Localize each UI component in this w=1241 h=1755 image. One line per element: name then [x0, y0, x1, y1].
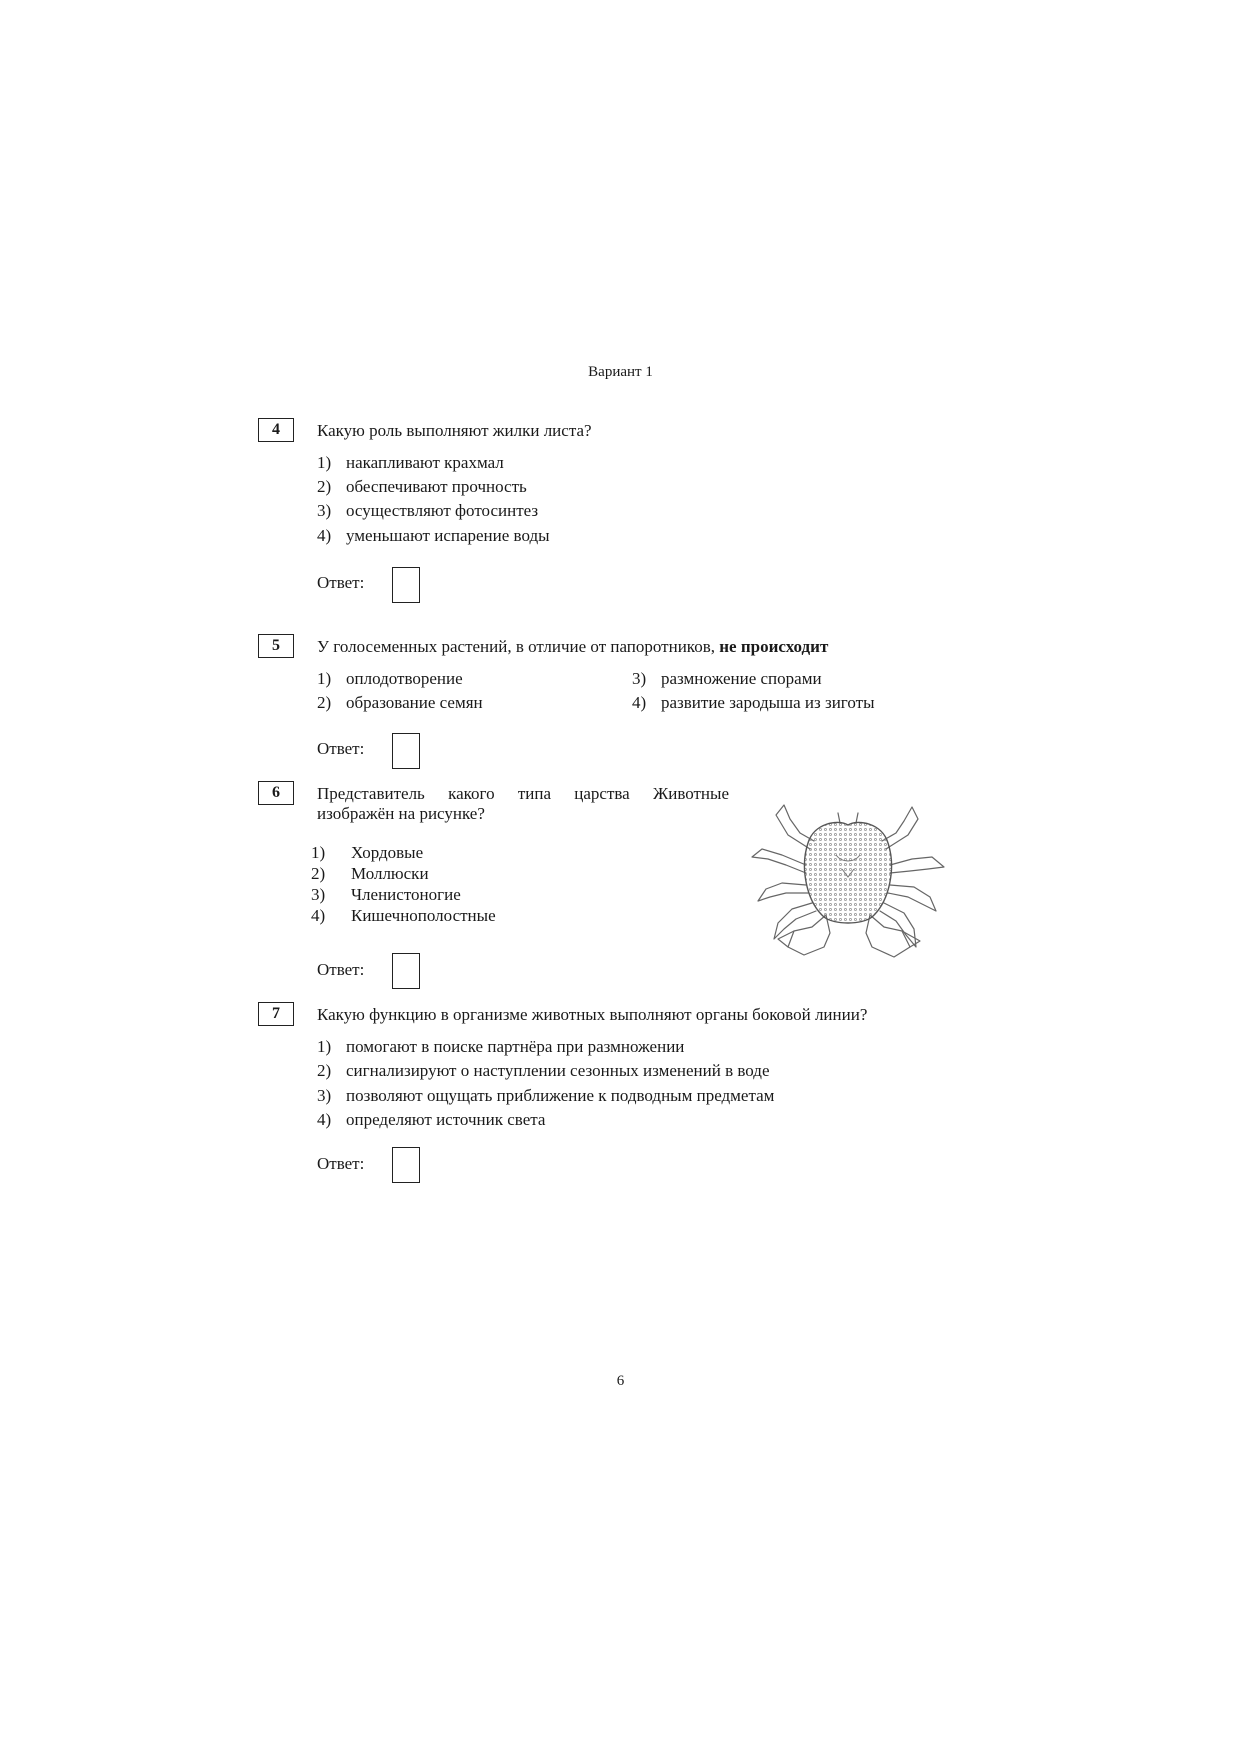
option-4-2: 2) обеспечивают прочность — [317, 477, 527, 496]
option-4-1: 1) накапливают крахмал — [317, 453, 504, 472]
option-5-1: 1) оплодотворение — [317, 669, 463, 688]
question-text-7: Какую функцию в организме животных выполняют органы боковой линии? — [317, 1005, 868, 1024]
question-number-4: 4 — [258, 418, 294, 442]
option-7-1: 1) помогают в поиске партнёра при размножении — [317, 1037, 685, 1056]
option-7-4: 4) определяют источник света — [317, 1110, 546, 1129]
answer-label-4: Ответ: — [317, 573, 365, 592]
option-5-4: 4) развитие зародыша из зиготы — [632, 693, 875, 712]
question-text-6: Представитель какого типа царства Животные изображён на рисунке? — [317, 784, 729, 823]
question-text-5: У голосеменных растений, в отличие от папоротников, не происходит — [317, 637, 829, 656]
option-6-1: 1) Хордовые — [311, 843, 424, 862]
page-header: Вариант 1 — [588, 364, 653, 380]
option-4-3: 3) осуществляют фотосинтез — [317, 501, 539, 520]
page-number: 6 — [616, 1373, 625, 1389]
option-5-3: 3) размножение спорами — [632, 669, 822, 688]
question-number-6: 6 — [258, 781, 294, 805]
option-6-3: 3) Членистоногие — [311, 885, 461, 904]
answer-label-7: Ответ: — [317, 1154, 365, 1173]
answer-label-5: Ответ: — [317, 739, 365, 758]
answer-box-5[interactable] — [392, 733, 420, 769]
answer-box-4[interactable] — [392, 567, 420, 603]
question-number-7: 7 — [258, 1002, 294, 1026]
answer-box-7[interactable] — [392, 1147, 420, 1183]
answer-box-6[interactable] — [392, 953, 420, 989]
option-7-3: 3) позволяют ощущать приближение к подводным предметам — [317, 1086, 775, 1105]
option-5-2: 2) образование семян — [317, 693, 483, 712]
option-7-2: 2) сигнализируют о наступлении сезонных изменений в воде — [317, 1061, 770, 1080]
option-6-4: 4) Кишечнополостные — [311, 906, 496, 925]
answer-label-6: Ответ: — [317, 960, 365, 979]
crab-illustration — [748, 797, 948, 965]
question-text-4: Какую роль выполняют жилки листа? — [317, 421, 592, 440]
option-4-4: 4) уменьшают испарение воды — [317, 526, 550, 545]
question-number-5: 5 — [258, 634, 294, 658]
option-6-2: 2) Моллюски — [311, 864, 429, 883]
